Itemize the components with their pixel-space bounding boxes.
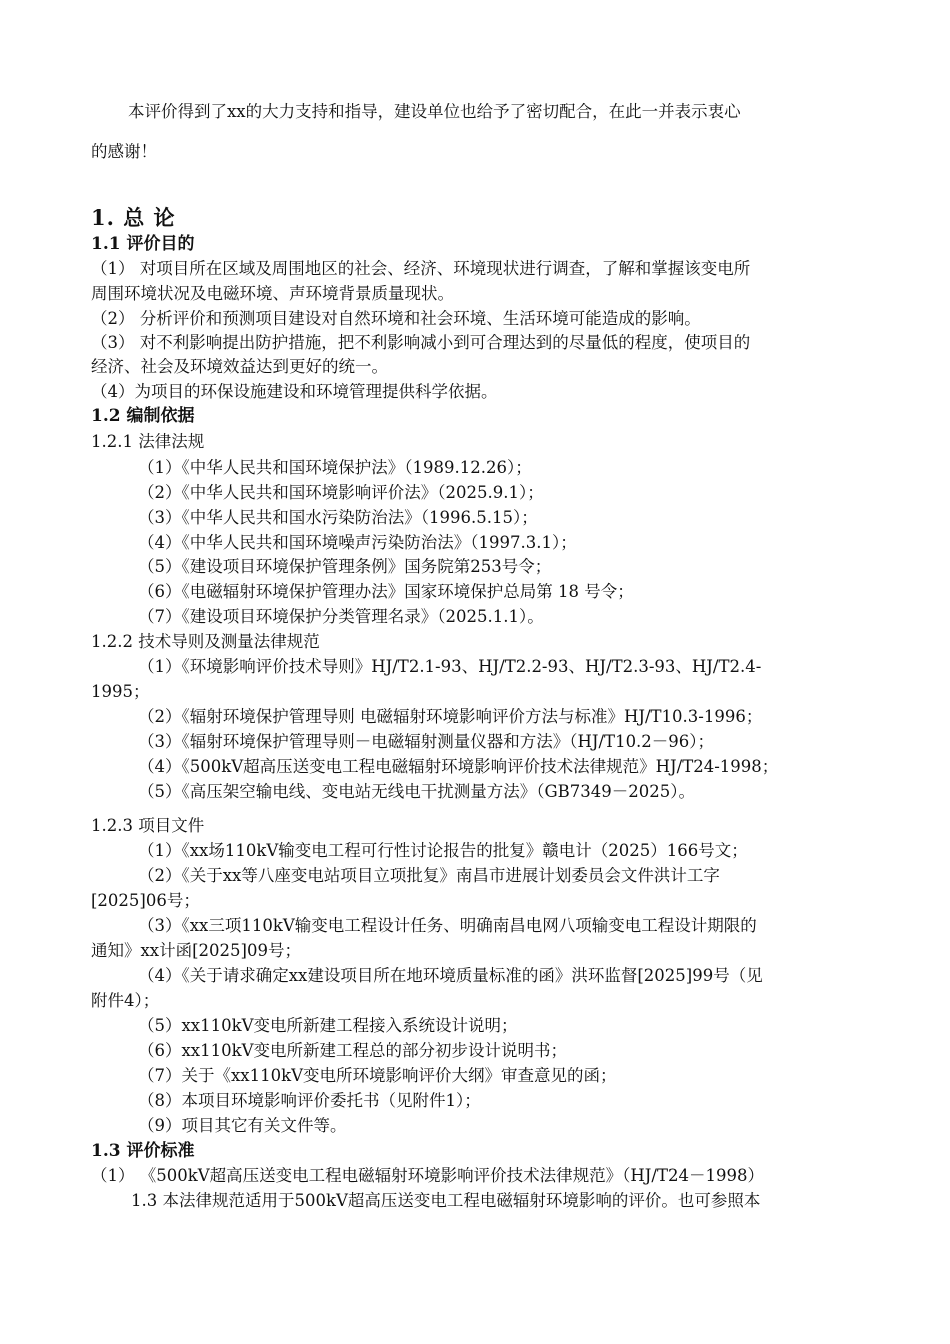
project-doc-line: 附件4）； <box>91 991 160 1010</box>
s13-line: （1） 《500kV超高压送变电工程电磁辐射环境影响评价技术法律规范》（HJ/T24－1998） <box>91 1166 764 1185</box>
section-1-1-title: 1.1 评价目的 <box>91 234 195 254</box>
law-item: （4）《中华人民共和国环境噪声污染防治法》（1997.3.1）； <box>138 533 577 552</box>
s11-line: 周围环境状况及电磁环境、声环境背景质量现状。 <box>91 284 454 303</box>
standard-line: （3）《辐射环境保护管理导则－电磁辐射测量仪器和方法》（HJ/T10.2－96）； <box>138 732 715 751</box>
project-doc-line: （4）《关于请求确定xx建设项目所在地环境质量标准的函》洪环监督[2025]99号（见 <box>138 966 763 985</box>
standard-line: 1995； <box>91 682 150 701</box>
standard-line: （1）《环境影响评价技术导则》HJ/T2.1-93、HJ/T2.2-93、HJ/T2.3-93、HJ/T2.4- <box>138 657 762 676</box>
s11-line: 经济、社会及环境效益达到更好的统一。 <box>91 357 388 376</box>
subsection-1-2-2-title: 1.2.2 技术导则及测量法律规范 <box>91 632 320 651</box>
project-doc-line: 通知》xx计函[2025]09号； <box>91 941 301 960</box>
s13-line: 1.3 本法律规范适用于500kV超高压送变电工程电磁辐射环境影响的评价。也可参照本 <box>131 1191 761 1210</box>
subsection-1-2-3-title: 1.2.3 项目文件 <box>91 816 205 835</box>
law-item: （2）《中华人民共和国环境影响评价法》（2025.9.1）； <box>138 483 544 502</box>
chapter-title: 1. 总 论 <box>91 205 176 230</box>
project-doc-line: （3）《xx三项110kV输变电工程设计任务、明确南昌电网八项输变电工程设计期限的 <box>138 916 757 935</box>
standard-line: （2）《辐射环境保护管理导则 电磁辐射环境影响评价方法与标准》HJ/T10.3-1996； <box>138 707 763 726</box>
ack-line-2: 的感谢！ <box>91 142 157 161</box>
s11-line: （1） 对项目所在区域及周围地区的社会、经济、环境现状进行调查，了解和掌握该变电所 <box>91 259 751 278</box>
project-doc-line: （7）关于《xx110kV变电所环境影响评价大纲》审查意见的函； <box>138 1066 617 1085</box>
section-1-2-title: 1.2 编制依据 <box>91 406 195 426</box>
s11-line: （3） 对不利影响提出防护措施，把不利影响减小到可合理达到的尽量低的程度，使项目的 <box>91 333 751 352</box>
project-doc-line: （6）xx110kV变电所新建工程总的部分初步设计说明书； <box>138 1041 568 1060</box>
law-item: （7）《建设项目环境保护分类管理名录》（2025.1.1）。 <box>138 607 544 626</box>
project-doc-line: （9）项目其它有关文件等。 <box>138 1116 347 1135</box>
project-doc-line: （1）《xx场110kV输变电工程可行性讨论报告的批复》赣电计（2025）166号文； <box>138 841 748 860</box>
law-item: （6）《电磁辐射环境保护管理办法》国家环境保护总局第 18 号令； <box>138 582 634 601</box>
project-doc-line: （8）本项目环境影响评价委托书（见附件1）； <box>138 1091 481 1110</box>
standard-line: （5）《高压架空输电线、变电站无线电干扰测量方法》（GB7349－2025）。 <box>138 782 696 801</box>
s11-line: （4）为项目的环保设施建设和环境管理提供科学依据。 <box>91 382 498 401</box>
law-item: （1）《中华人民共和国环境保护法》（1989.12.26）； <box>138 458 532 477</box>
law-item: （5）《建设项目环境保护管理条例》国务院第253号令； <box>138 557 552 576</box>
standard-line: （4）《500kV超高压送变电工程电磁辐射环境影响评价技术法律规范》HJ/T24-1998； <box>138 757 779 776</box>
project-doc-line: （5）xx110kV变电所新建工程接入系统设计说明； <box>138 1016 518 1035</box>
s11-line: （2） 分析评价和预测项目建设对自然环境和社会环境、生活环境可能造成的影响。 <box>91 309 701 328</box>
project-doc-line: （2）《关于xx等八座变电站项目立项批复》南昌市进展计划委员会文件洪计工字 <box>138 866 720 885</box>
ack-line-1: 本评价得到了xx的大力支持和指导，建设单位也给予了密切配合，在此一并表示衷心 <box>128 102 741 121</box>
section-1-3-title: 1.3 评价标准 <box>91 1141 195 1161</box>
law-item: （3）《中华人民共和国水污染防治法》（1996.5.15）； <box>138 508 538 527</box>
subsection-1-2-1-title: 1.2.1 法律法规 <box>91 432 205 451</box>
project-doc-line: [2025]06号； <box>91 891 200 910</box>
